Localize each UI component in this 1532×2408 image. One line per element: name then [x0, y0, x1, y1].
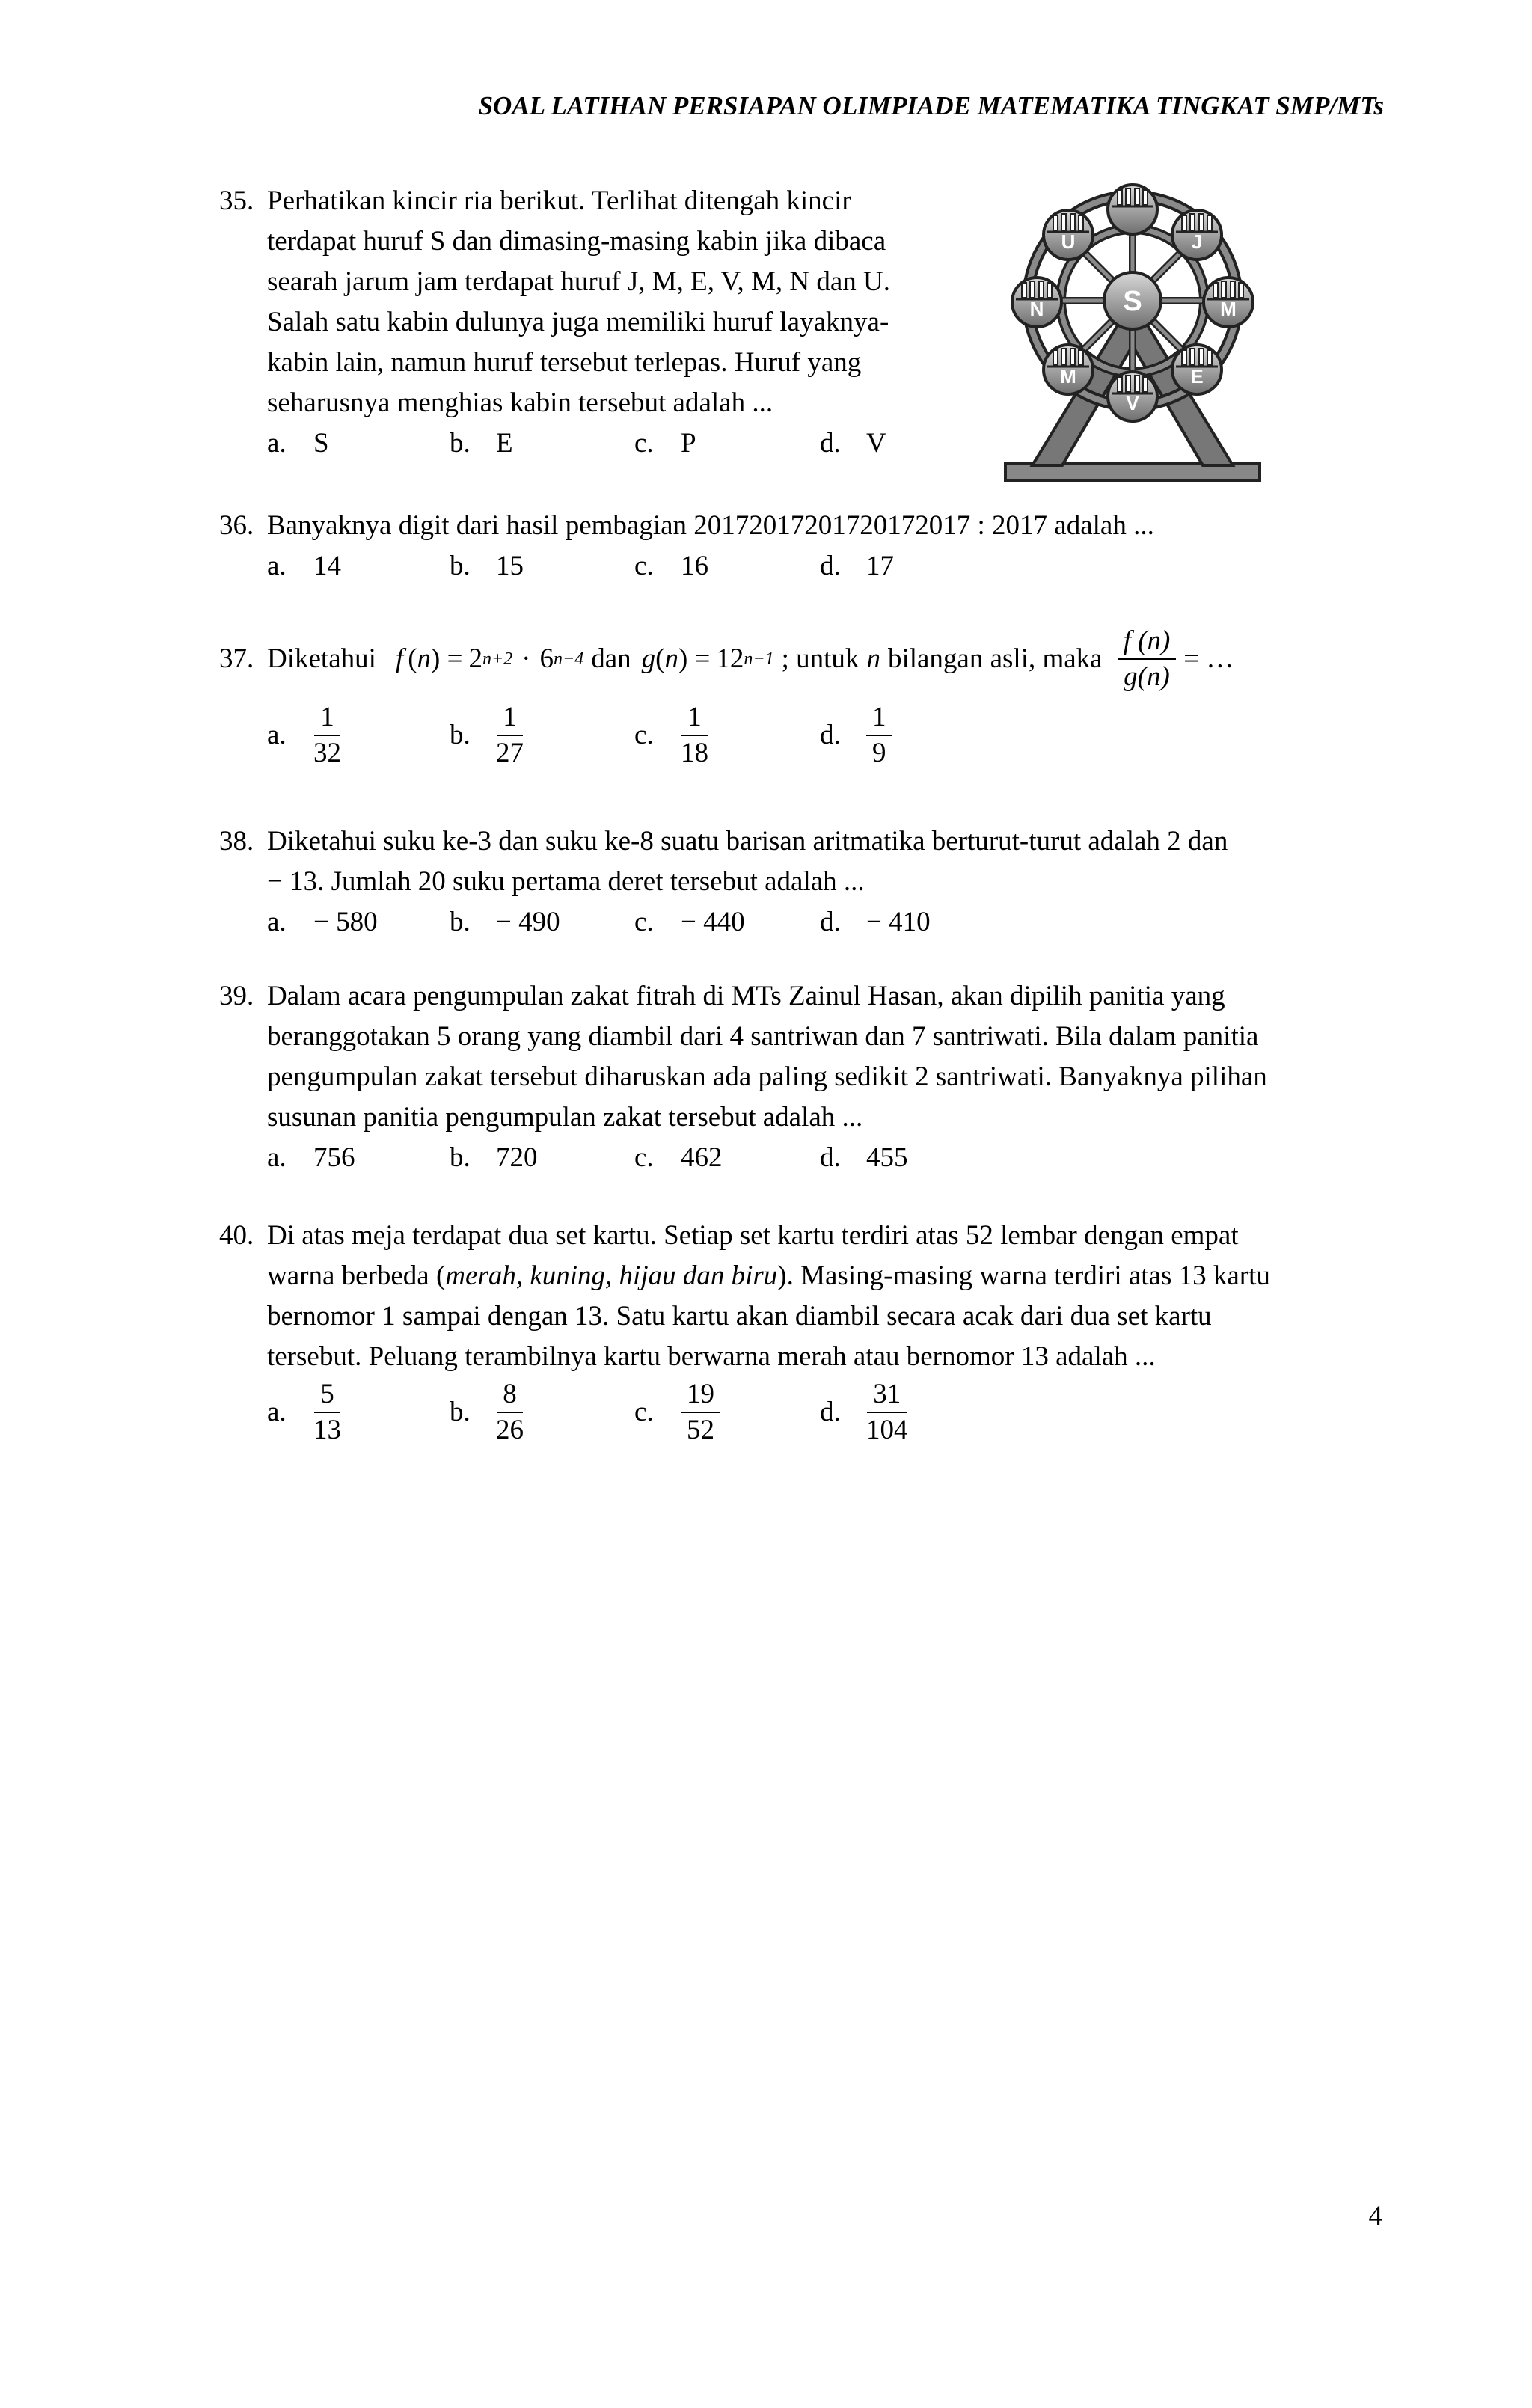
answer-options	[219, 1138, 1386, 1178]
question-text-line: searah jarum jam terdapat huruf J, M, E, V, M, N dan U.	[267, 266, 891, 297]
exponent: n−4	[554, 649, 584, 669]
question-number: 38.	[219, 826, 254, 857]
cabin-letter: J	[1191, 230, 1203, 253]
question-text-line: Dalam acara pengumpulan zakat fitrah di MTs Zainul Hasan, akan dipilih panitia yang	[267, 981, 1225, 1011]
option-a: a. S	[267, 428, 329, 459]
option-c: c. $\frac{1}{18}$	[634, 702, 708, 768]
question-text-line: pengumpulan zakat tersebut diharuskan ada paling sedikit 2 santriwati. Banyaknya pilihan	[267, 1061, 1267, 1092]
option-b: b. $\frac{8}{26}$	[450, 1379, 524, 1445]
option-c: c. 16	[634, 551, 708, 581]
option-b: b. E	[450, 428, 513, 459]
variable-n: n	[664, 643, 678, 674]
question-40	[219, 1216, 1386, 1452]
option-c: c. 462	[634, 1142, 723, 1173]
question-text: Banyaknya digit dari hasil pembagian 20172017201720172017 : 2017 adalah ...	[267, 510, 1154, 541]
option-d: d. 17	[820, 551, 894, 581]
base-two: 2	[468, 643, 482, 674]
option-c: c. $\frac{19}{52}$	[634, 1377, 720, 1447]
cabin-letter: E	[1190, 365, 1204, 387]
equals-ellipsis: = …	[1183, 643, 1234, 674]
hub-letter: S	[1123, 286, 1142, 317]
question-text: ; untuk	[781, 643, 860, 674]
option-b: b. 15	[450, 551, 524, 581]
answer-options	[219, 423, 997, 464]
question-35	[219, 181, 997, 464]
cabin-letter: U	[1061, 230, 1076, 253]
option-a: a. $\frac{1}{32}$	[267, 702, 341, 768]
option-d: d. $\frac{1}{9}$	[820, 700, 892, 771]
fraction-f-over-g: $\frac{f (n)}{g(n)}$	[1118, 624, 1177, 694]
base-twelve: 12	[716, 643, 744, 674]
cabin-letter: M	[1060, 365, 1076, 387]
question-text-line: Di atas meja terdapat dua set kartu. Setiap set kartu terdiri atas 52 lembar dengan empat	[267, 1220, 1239, 1251]
page-number: 4	[1368, 2201, 1382, 2231]
question-39	[219, 976, 1386, 1178]
page-header: SOAL LATIHAN PERSIAPAN OLIMPIADE MATEMATIKA TINGKAT SMP/MTs	[478, 91, 1384, 120]
question-text-line: tersebut. Peluang terambilnya kartu berwarna merah atau bernomor 13 adalah ...	[267, 1341, 1156, 1372]
variable-n: n	[417, 643, 432, 674]
variable-n: n	[866, 643, 880, 674]
question-36	[219, 506, 1386, 586]
function-f: f	[395, 643, 404, 674]
question-38	[219, 821, 1386, 943]
option-d: d. $\frac{31}{104}$	[820, 1379, 908, 1445]
exponent: n−1	[744, 649, 774, 669]
option-b: b. $\frac{1}{27}$	[450, 702, 524, 768]
exponent: n+2	[482, 649, 513, 669]
question-text-line: seharusnya menghias kabin tersebut adalah ...	[267, 387, 773, 418]
question-text-line: terdapat huruf S dan dimasing-masing kabin jika dibaca	[267, 226, 886, 257]
answer-options	[219, 700, 1386, 775]
base-six: 6	[539, 643, 554, 674]
option-a: a. $\frac{5}{13}$	[267, 1379, 341, 1445]
question-text-line: Diketahui suku ke-3 dan suku ke-8 suatu barisan aritmatika berturut-turut adalah 2 dan	[267, 826, 1228, 857]
option-d: d. V	[820, 428, 886, 459]
multiply-dot: ·	[521, 643, 531, 674]
question-number: 40.	[219, 1220, 254, 1251]
cabin-letter: M	[1220, 298, 1237, 320]
question-37: 37. Diketahui f ( n ) = 2 n+2 · 6 n−4 dan g ( n ) = 12 n−1 ; untuk n bilangan asli, maka $\frac{f (n)}{g(n)}$ = … a. $\frac{1}{32}$ b. $\frac{1}{27}$ c. $\frac{1}{18}$ d. $\frac{1}{9}$	[219, 618, 1386, 775]
question-text-line: kabin lain, namun huruf tersebut terlepas. Huruf yang	[267, 347, 862, 378]
question-text-line: Perhatikan kincir ria berikut. Terlihat ditengah kincir	[267, 186, 851, 216]
question-text-line: beranggotakan 5 orang yang diambil dari 4 santriwan dan 7 santriwati. Bila dalam panitia	[267, 1021, 1259, 1052]
option-c: c. P	[634, 428, 696, 459]
option-a: a. 14	[267, 551, 341, 581]
option-a: a. − 580	[267, 907, 378, 937]
answer-options	[219, 546, 1386, 586]
option-a: a. 756	[267, 1142, 355, 1173]
question-text: Diketahui	[267, 643, 376, 674]
ferris-wheel-illustration	[1002, 181, 1263, 486]
answer-options	[219, 902, 1386, 943]
question-text-line: − 13. Jumlah 20 suku pertama deret tersebut adalah ...	[267, 866, 865, 897]
cabin-letter: N	[1029, 298, 1044, 320]
option-b: b. 720	[450, 1142, 538, 1173]
cabin-letter: V	[1126, 392, 1139, 414]
question-number: 36.	[219, 510, 254, 541]
option-b: b. − 490	[450, 907, 560, 937]
option-d: d. 455	[820, 1142, 908, 1173]
question-text-line: bernomor 1 sampai dengan 13. Satu kartu akan diambil secara acak dari dua set kartu	[267, 1301, 1212, 1332]
question-number: 39.	[219, 981, 254, 1011]
question-text: bilangan asli, maka	[887, 643, 1103, 674]
option-d: d. − 410	[820, 907, 931, 937]
answer-options	[219, 1377, 1386, 1452]
question-text-line: susunan panitia pengumpulan zakat tersebut adalah ...	[267, 1102, 863, 1133]
question-number: 35.	[219, 186, 254, 216]
option-c: c. − 440	[634, 907, 745, 937]
function-g: g	[641, 643, 656, 674]
conjunction: dan	[591, 643, 631, 674]
question-text-line: Salah satu kabin dulunya juga memiliki huruf layaknya-	[267, 307, 889, 337]
question-text-line: warna berbeda (merah, kuning, hijau dan biru). Masing-masing warna terdiri atas 13 kartu	[267, 1260, 1270, 1291]
question-number: 37.	[219, 643, 254, 674]
